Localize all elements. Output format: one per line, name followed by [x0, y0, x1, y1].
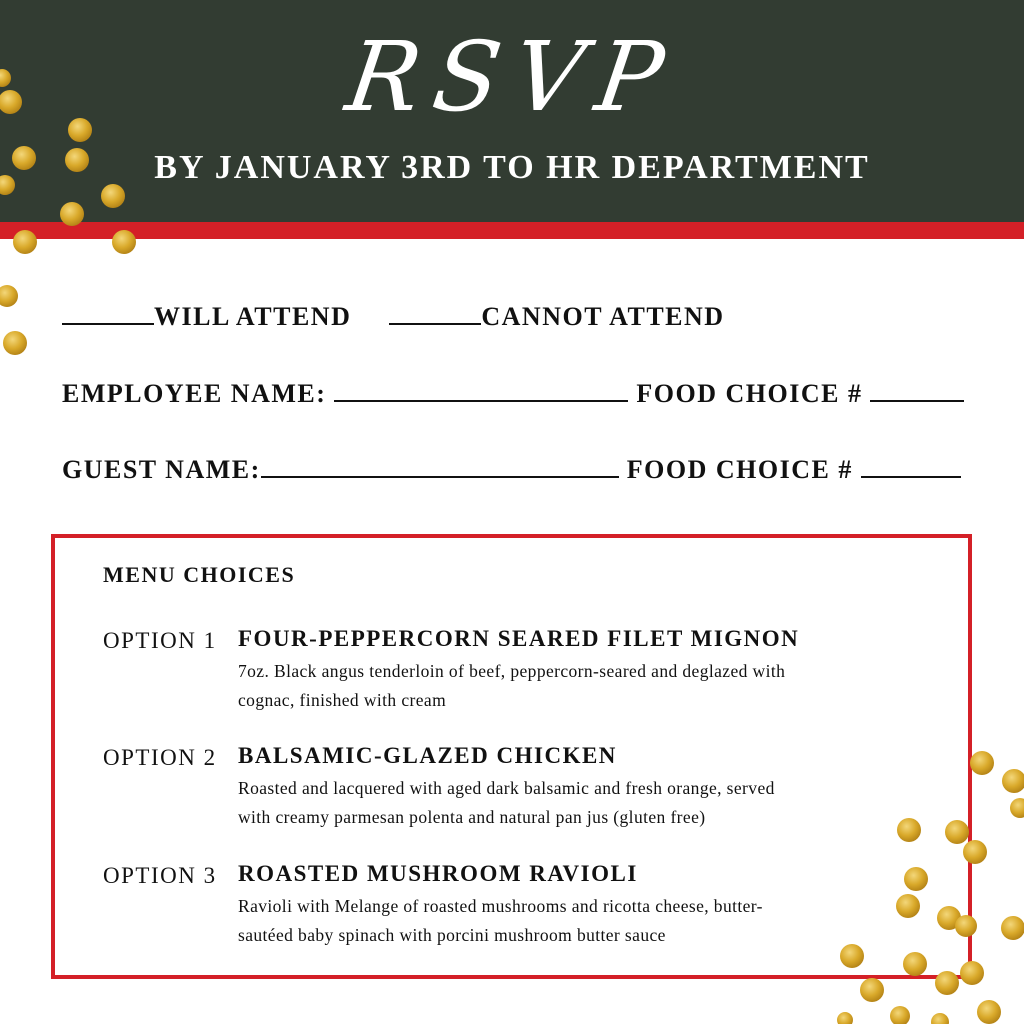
option-1-label: OPTION 1 [103, 628, 217, 653]
option-1-desc-line-1: 7oz. Black angus tenderloin of beef, peppercorn-seared and deglazed with [238, 661, 786, 681]
confetti-dot [1001, 916, 1024, 940]
option-3-desc-line-2: sautéed baby spinach with porcini mushroom butter sauce [238, 925, 666, 945]
confetti-dot [1010, 798, 1024, 818]
confetti-dot [970, 751, 994, 775]
menu-title: MENU CHOICES [103, 562, 296, 587]
confetti-dot [977, 1000, 1001, 1024]
employee-name-label: EMPLOYEE NAME: [62, 379, 327, 408]
option-1-description [238, 657, 858, 715]
option-3-name: ROASTED MUSHROOM RAVIOLI [238, 861, 638, 886]
employee-line [62, 377, 964, 411]
red-accent-band [0, 222, 1024, 239]
confetti-dot [0, 285, 18, 307]
cannot-attend-label: CANNOT ATTEND [481, 302, 725, 331]
employee-name-field[interactable] [334, 378, 628, 402]
option-3-desc-line-1: Ravioli with Melange of roasted mushrooms and ricotta cheese, butter- [238, 896, 763, 916]
employee-food-choice-field[interactable] [870, 378, 964, 402]
confetti-dot [931, 1013, 949, 1024]
confetti-dot [860, 978, 884, 1002]
confetti-dot [890, 1006, 910, 1024]
cannot-attend-blank[interactable] [389, 301, 481, 325]
option-1-desc-line-2: cognac, finished with cream [238, 690, 447, 710]
guest-food-choice-field[interactable] [861, 454, 961, 478]
rsvp-deadline: BY JANUARY 3RD TO HR DEPARTMENT [154, 149, 870, 186]
guest-name-field[interactable] [261, 454, 619, 478]
will-attend-label: WILL ATTEND [154, 302, 352, 331]
confetti-dot [1002, 769, 1024, 793]
option-2-label: OPTION 2 [103, 745, 217, 770]
confetti-dot [837, 1012, 853, 1024]
option-2-desc-line-2: with creamy parmesan polenta and natural pan jus (gluten free) [238, 807, 706, 827]
option-3-label: OPTION 3 [103, 863, 217, 888]
guest-food-choice-label: FOOD CHOICE # [626, 455, 853, 484]
guest-line [62, 453, 961, 487]
option-2-name: BALSAMIC-GLAZED CHICKEN [238, 743, 617, 768]
guest-name-label: GUEST NAME: [62, 455, 261, 484]
option-1-name: FOUR-PEPPERCORN SEARED FILET MIGNON [238, 626, 800, 651]
confetti-dot [3, 331, 27, 355]
option-2-description [238, 774, 858, 832]
will-attend-blank[interactable] [62, 301, 154, 325]
option-3-description [238, 892, 858, 950]
option-2-desc-line-1: Roasted and lacquered with aged dark balsamic and fresh orange, served [238, 778, 775, 798]
attendance-line [62, 300, 725, 334]
rsvp-title: RSVP [340, 21, 684, 133]
employee-food-choice-label: FOOD CHOICE # [636, 379, 863, 408]
